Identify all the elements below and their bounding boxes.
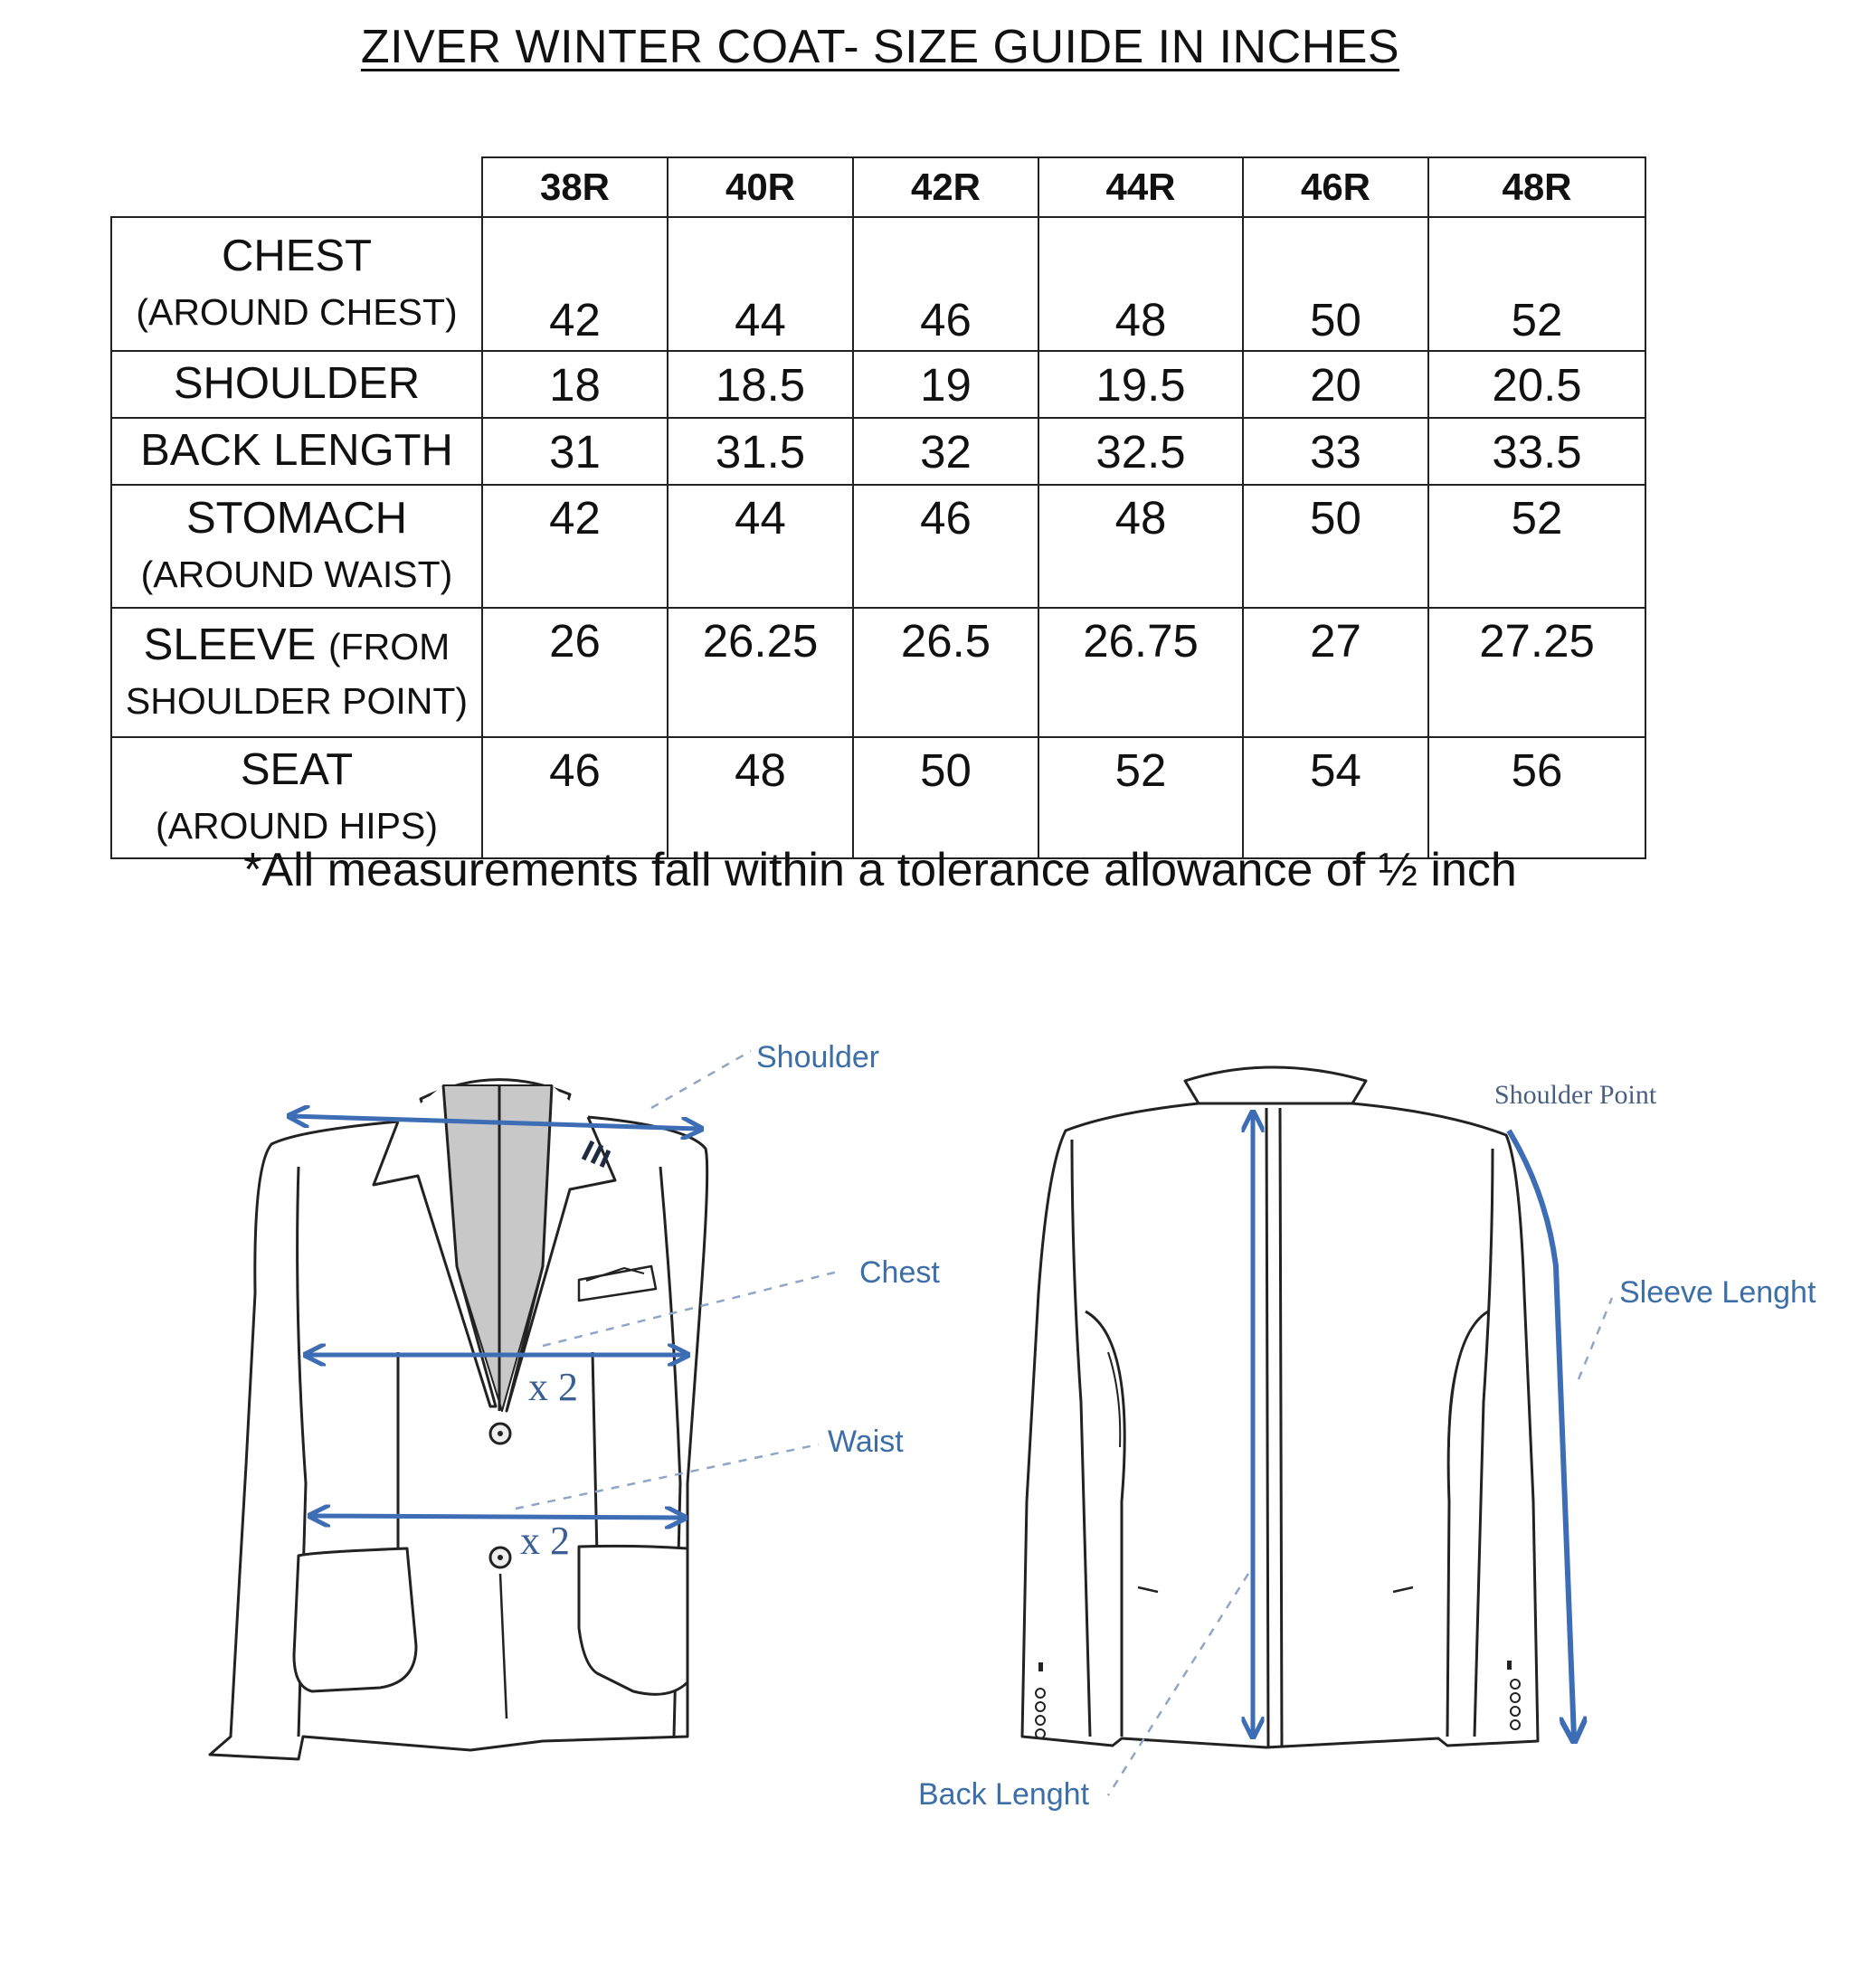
label-back-length: Back Lenght bbox=[918, 1777, 1090, 1812]
pocket-square bbox=[579, 1266, 656, 1301]
row-label-sub: (AROUND HIPS) bbox=[155, 805, 439, 847]
table-cell: 52 bbox=[1038, 737, 1243, 858]
table-cell: 26.75 bbox=[1038, 608, 1243, 737]
table-cell: 31 bbox=[482, 418, 668, 485]
label-waist: Waist bbox=[828, 1425, 904, 1459]
row-label-main: SLEEVE bbox=[143, 620, 317, 669]
row-label-seat bbox=[111, 737, 482, 858]
label-chest-multiplier: x 2 bbox=[528, 1365, 578, 1409]
table-cell: 20 bbox=[1243, 351, 1428, 418]
row-label-back-length bbox=[111, 418, 482, 485]
back-measurement-lines bbox=[1253, 1114, 1574, 1738]
table-row-shoulder bbox=[111, 351, 1645, 418]
row-label-stomach bbox=[111, 485, 482, 608]
coat-measurement-diagram bbox=[0, 995, 1849, 1954]
table-cell: 42 bbox=[482, 485, 668, 608]
table-cell: 42 bbox=[482, 217, 668, 351]
table-row-sleeve bbox=[111, 608, 1645, 737]
label-waist-multiplier: x 2 bbox=[520, 1519, 570, 1563]
waist-measure-line bbox=[312, 1516, 683, 1518]
table-row-back-length bbox=[111, 418, 1645, 485]
table-cell: 44 bbox=[668, 217, 853, 351]
size-46r: 46R bbox=[1243, 157, 1428, 217]
row-label-sub: (AROUND CHEST) bbox=[136, 291, 458, 333]
size-header-row bbox=[111, 157, 1645, 217]
table-cell: 26.5 bbox=[853, 608, 1038, 737]
table-cell: 50 bbox=[1243, 217, 1428, 351]
table-cell: 31.5 bbox=[668, 418, 853, 485]
table-cell: 18 bbox=[482, 351, 668, 418]
row-label-shoulder bbox=[111, 351, 482, 418]
table-cell: 18.5 bbox=[668, 351, 853, 418]
table-cell: 20.5 bbox=[1428, 351, 1645, 418]
table-cell: 32.5 bbox=[1038, 418, 1243, 485]
row-label-main: CHEST bbox=[221, 232, 373, 281]
table-row-stomach bbox=[111, 485, 1645, 608]
table-cell: 48 bbox=[1038, 217, 1243, 351]
table-cell: 52 bbox=[1428, 485, 1645, 608]
table-cell: 50 bbox=[1243, 485, 1428, 608]
size-40r: 40R bbox=[668, 157, 853, 217]
row-label-sleeve bbox=[111, 608, 482, 737]
size-44r: 44R bbox=[1038, 157, 1243, 217]
jacket-lining bbox=[443, 1085, 552, 1411]
label-shoulder: Shoulder bbox=[756, 1040, 880, 1074]
table-cell: 19.5 bbox=[1038, 351, 1243, 418]
size-table bbox=[110, 156, 1646, 859]
row-label-main: BACK LENGTH bbox=[140, 426, 453, 476]
table-cell: 52 bbox=[1428, 217, 1645, 351]
table-cell: 46 bbox=[853, 217, 1038, 351]
back-jacket-illustration bbox=[1022, 1067, 1538, 1747]
table-cell: 33.5 bbox=[1428, 418, 1645, 485]
table-cell: 26 bbox=[482, 608, 668, 737]
size-38r: 38R bbox=[482, 157, 668, 217]
table-cell: 56 bbox=[1428, 737, 1645, 858]
table-row-chest bbox=[111, 217, 1645, 351]
front-jacket-illustration bbox=[210, 1080, 707, 1759]
table-cell: 44 bbox=[668, 485, 853, 608]
size-42r: 42R bbox=[853, 157, 1038, 217]
row-label-main: STOMACH bbox=[185, 494, 408, 544]
table-cell: 27.25 bbox=[1428, 608, 1645, 737]
row-label-small: (FROM bbox=[327, 625, 450, 667]
row-label-main: SHOULDER bbox=[173, 359, 421, 409]
table-cell: 33 bbox=[1243, 418, 1428, 485]
table-cell: 48 bbox=[1038, 485, 1243, 608]
table-cell: 48 bbox=[668, 737, 853, 858]
label-sleeve-length: Sleeve Lenght bbox=[1619, 1275, 1816, 1310]
table-cell: 50 bbox=[853, 737, 1038, 858]
table-cell: 27 bbox=[1243, 608, 1428, 737]
table-corner bbox=[111, 157, 482, 217]
table-cell: 46 bbox=[853, 485, 1038, 608]
page-title: ZIVER WINTER COAT- SIZE GUIDE IN INCHES bbox=[360, 21, 1400, 73]
row-label-main: SEAT bbox=[240, 745, 354, 795]
table-cell: 46 bbox=[482, 737, 668, 858]
tolerance-note: *All measurements fall within a tolerance allowance of ½ inch bbox=[243, 844, 1517, 896]
table-cell: 32 bbox=[853, 418, 1038, 485]
label-shoulder-point: Shoulder Point bbox=[1494, 1080, 1657, 1110]
row-label-chest bbox=[111, 217, 482, 351]
size-48r: 48R bbox=[1428, 157, 1645, 217]
label-chest: Chest bbox=[859, 1255, 940, 1290]
sleeve-length-measure-line bbox=[1509, 1131, 1574, 1738]
table-cell: 26.25 bbox=[668, 608, 853, 737]
row-label-sub: SHOULDER POINT) bbox=[125, 679, 469, 722]
table-row-seat bbox=[111, 737, 1645, 858]
row-label-sub: (AROUND WAIST) bbox=[140, 554, 453, 595]
table-cell: 19 bbox=[853, 351, 1038, 418]
table-cell: 54 bbox=[1243, 737, 1428, 858]
